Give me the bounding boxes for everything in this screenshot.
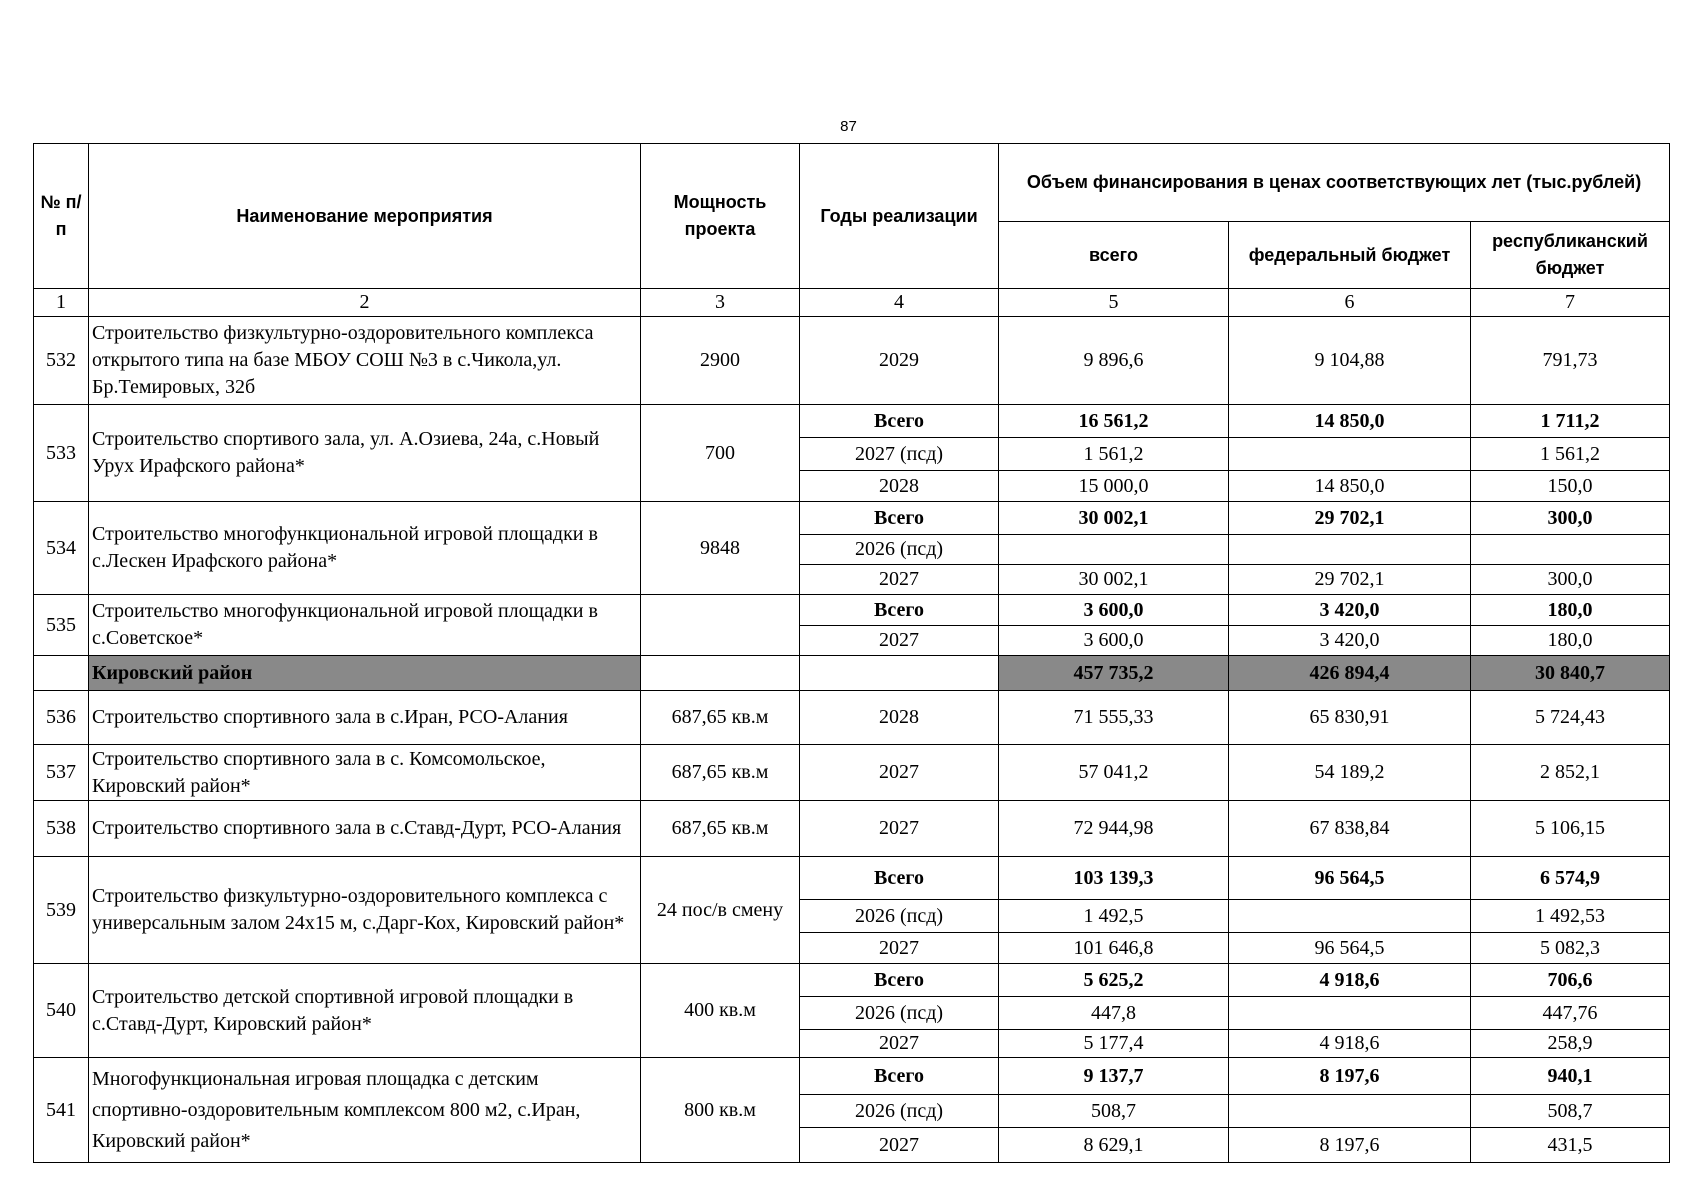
row-republic: 508,7 bbox=[1471, 1095, 1670, 1128]
row-year: 2027 bbox=[800, 565, 999, 595]
row-number: 537 bbox=[34, 745, 89, 801]
table-row bbox=[34, 964, 1670, 997]
row-total: 5 177,4 bbox=[999, 1030, 1229, 1058]
row-total: 15 000,0 bbox=[999, 471, 1229, 502]
row-republic: 2 852,1 bbox=[1471, 745, 1670, 801]
row-year: 2026 (псд) bbox=[800, 535, 999, 565]
row-year: 2027 bbox=[800, 745, 999, 801]
column-number: 1 bbox=[34, 289, 89, 317]
funding-table bbox=[33, 143, 1670, 1163]
row-number: 539 bbox=[34, 857, 89, 964]
row-federal: 3 420,0 bbox=[1229, 626, 1471, 656]
row-year: Всего bbox=[800, 405, 999, 438]
row-republic: 258,9 bbox=[1471, 1030, 1670, 1058]
row-year: 2026 (псд) bbox=[800, 900, 999, 933]
row-year: Всего bbox=[800, 595, 999, 626]
row-federal bbox=[1229, 438, 1471, 471]
row-republic: 300,0 bbox=[1471, 502, 1670, 535]
row-total: 3 600,0 bbox=[999, 626, 1229, 656]
row-number: 532 bbox=[34, 317, 89, 405]
row-capacity: 687,65 кв.м bbox=[641, 801, 800, 857]
row-total: 8 629,1 bbox=[999, 1128, 1229, 1163]
row-year: 2028 bbox=[800, 471, 999, 502]
row-total: 101 646,8 bbox=[999, 933, 1229, 964]
row-republic: 180,0 bbox=[1471, 595, 1670, 626]
row-federal: 3 420,0 bbox=[1229, 595, 1471, 626]
row-federal: 96 564,5 bbox=[1229, 857, 1471, 900]
region-total: 457 735,2 bbox=[999, 656, 1229, 691]
header-total: всего bbox=[999, 222, 1229, 289]
row-total: 103 139,3 bbox=[999, 857, 1229, 900]
row-republic: 6 574,9 bbox=[1471, 857, 1670, 900]
row-federal: 29 702,1 bbox=[1229, 502, 1471, 535]
row-total: 1 561,2 bbox=[999, 438, 1229, 471]
row-capacity: 700 bbox=[641, 405, 800, 502]
row-capacity: 400 кв.м bbox=[641, 964, 800, 1058]
row-republic bbox=[1471, 535, 1670, 565]
region-subtotal-row bbox=[34, 656, 1670, 691]
row-capacity: 687,65 кв.м bbox=[641, 745, 800, 801]
row-name: Многофункциональная игровая площадка с детским спортивно-оздоровительным комплексом 800 м2, с.Иран, Кировский район* bbox=[89, 1058, 641, 1163]
row-name: Строительство физкультурно-оздоровительного комплекса с универсальным залом 24х15 м, с.Дарг-Кох, Кировский район* bbox=[89, 857, 641, 964]
row-capacity: 800 кв.м bbox=[641, 1058, 800, 1163]
row-year: Всего bbox=[800, 964, 999, 997]
table-row bbox=[34, 1058, 1670, 1095]
table-row bbox=[34, 317, 1670, 405]
row-federal: 8 197,6 bbox=[1229, 1058, 1471, 1095]
row-republic: 706,6 bbox=[1471, 964, 1670, 997]
row-total bbox=[999, 535, 1229, 565]
row-year: 2027 bbox=[800, 1128, 999, 1163]
row-republic: 940,1 bbox=[1471, 1058, 1670, 1095]
row-total: 30 002,1 bbox=[999, 502, 1229, 535]
table-row bbox=[34, 745, 1670, 801]
region-republic: 30 840,7 bbox=[1471, 656, 1670, 691]
header-republic: республиканский бюджет bbox=[1471, 222, 1670, 289]
region-federal: 426 894,4 bbox=[1229, 656, 1471, 691]
table-row bbox=[34, 691, 1670, 745]
row-number: 535 bbox=[34, 595, 89, 656]
column-number: 6 bbox=[1229, 289, 1471, 317]
row-total: 9 137,7 bbox=[999, 1058, 1229, 1095]
row-federal bbox=[1229, 900, 1471, 933]
row-total: 30 002,1 bbox=[999, 565, 1229, 595]
header-years: Годы реализации bbox=[800, 144, 999, 289]
row-federal: 54 189,2 bbox=[1229, 745, 1471, 801]
row-total: 447,8 bbox=[999, 997, 1229, 1030]
row-federal: 9 104,88 bbox=[1229, 317, 1471, 405]
table-row bbox=[34, 405, 1670, 438]
table-row bbox=[34, 595, 1670, 626]
row-year: 2028 bbox=[800, 691, 999, 745]
row-year: 2026 (псд) bbox=[800, 1095, 999, 1128]
region-capacity-cell bbox=[641, 656, 800, 691]
row-year: 2027 bbox=[800, 801, 999, 857]
row-year: 2029 bbox=[800, 317, 999, 405]
row-capacity: 24 пос/в смену bbox=[641, 857, 800, 964]
region-name: Кировский район bbox=[89, 656, 641, 691]
row-republic: 1 561,2 bbox=[1471, 438, 1670, 471]
row-republic: 300,0 bbox=[1471, 565, 1670, 595]
row-federal: 29 702,1 bbox=[1229, 565, 1471, 595]
row-year: 2027 bbox=[800, 626, 999, 656]
row-federal: 14 850,0 bbox=[1229, 471, 1471, 502]
row-federal bbox=[1229, 535, 1471, 565]
row-year: Всего bbox=[800, 1058, 999, 1095]
row-year: 2027 (псд) bbox=[800, 438, 999, 471]
row-name: Строительство спортивого зала, ул. А.Озиева, 24а, с.Новый Урух Ирафского района* bbox=[89, 405, 641, 502]
region-year-cell bbox=[800, 656, 999, 691]
row-republic: 431,5 bbox=[1471, 1128, 1670, 1163]
row-number: 541 bbox=[34, 1058, 89, 1163]
row-federal: 14 850,0 bbox=[1229, 405, 1471, 438]
row-capacity: 687,65 кв.м bbox=[641, 691, 800, 745]
row-total: 5 625,2 bbox=[999, 964, 1229, 997]
row-republic: 5 106,15 bbox=[1471, 801, 1670, 857]
row-total: 9 896,6 bbox=[999, 317, 1229, 405]
row-republic: 5 082,3 bbox=[1471, 933, 1670, 964]
row-republic: 447,76 bbox=[1471, 997, 1670, 1030]
row-name: Строительство спортивного зала в с.Ставд-Дурт, РСО-Алания bbox=[89, 801, 641, 857]
column-number: 7 bbox=[1471, 289, 1670, 317]
row-name: Строительство детской спортивной игровой площадки в с.Ставд-Дурт, Кировский район* bbox=[89, 964, 641, 1058]
row-year: 2026 (псд) bbox=[800, 997, 999, 1030]
row-year: 2027 bbox=[800, 933, 999, 964]
header-funding: Объем финансирования в ценах соответствующих лет (тыс.рублей) bbox=[999, 144, 1670, 222]
column-number: 3 bbox=[641, 289, 800, 317]
row-name: Строительство спортивного зала в с. Комсомольское, Кировский район* bbox=[89, 745, 641, 801]
row-name: Строительство спортивного зала в с.Иран, РСО-Алания bbox=[89, 691, 641, 745]
row-number: 540 bbox=[34, 964, 89, 1058]
row-total: 57 041,2 bbox=[999, 745, 1229, 801]
row-number: 533 bbox=[34, 405, 89, 502]
row-capacity: 9848 bbox=[641, 502, 800, 595]
row-federal: 65 830,91 bbox=[1229, 691, 1471, 745]
row-total: 72 944,98 bbox=[999, 801, 1229, 857]
row-number: 534 bbox=[34, 502, 89, 595]
row-capacity: 2900 bbox=[641, 317, 800, 405]
row-total: 71 555,33 bbox=[999, 691, 1229, 745]
row-year: Всего bbox=[800, 502, 999, 535]
row-year: 2027 bbox=[800, 1030, 999, 1058]
row-total: 1 492,5 bbox=[999, 900, 1229, 933]
row-federal bbox=[1229, 1095, 1471, 1128]
row-name: Строительство многофункциональной игровой площадки в с.Лескен Ирафского района* bbox=[89, 502, 641, 595]
row-total: 508,7 bbox=[999, 1095, 1229, 1128]
column-number: 5 bbox=[999, 289, 1229, 317]
row-republic: 791,73 bbox=[1471, 317, 1670, 405]
row-federal: 8 197,6 bbox=[1229, 1128, 1471, 1163]
row-number: 538 bbox=[34, 801, 89, 857]
header-federal: федеральный бюджет bbox=[1229, 222, 1471, 289]
column-number: 2 bbox=[89, 289, 641, 317]
row-total: 16 561,2 bbox=[999, 405, 1229, 438]
row-name: Строительство физкультурно-оздоровительного комплекса открытого типа на базе МБОУ СОШ №3 в с.Чикола,ул. Бр.Темировых, 32б bbox=[89, 317, 641, 405]
table-row bbox=[34, 502, 1670, 535]
row-name: Строительство многофункциональной игровой площадки в с.Советское* bbox=[89, 595, 641, 656]
row-republic: 5 724,43 bbox=[1471, 691, 1670, 745]
row-republic: 1 492,53 bbox=[1471, 900, 1670, 933]
header-capacity: Мощность проекта bbox=[641, 144, 800, 289]
column-number: 4 bbox=[800, 289, 999, 317]
header-num: № п/п bbox=[34, 144, 89, 289]
region-num-cell bbox=[34, 656, 89, 691]
row-federal: 96 564,5 bbox=[1229, 933, 1471, 964]
row-capacity bbox=[641, 595, 800, 656]
table-row bbox=[34, 801, 1670, 857]
row-federal bbox=[1229, 997, 1471, 1030]
row-federal: 4 918,6 bbox=[1229, 1030, 1471, 1058]
page-number: 87 bbox=[840, 118, 857, 135]
row-number: 536 bbox=[34, 691, 89, 745]
row-federal: 67 838,84 bbox=[1229, 801, 1471, 857]
row-total: 3 600,0 bbox=[999, 595, 1229, 626]
row-republic: 1 711,2 bbox=[1471, 405, 1670, 438]
header-name: Наименование мероприятия bbox=[89, 144, 641, 289]
row-republic: 150,0 bbox=[1471, 471, 1670, 502]
table-row bbox=[34, 857, 1670, 900]
row-republic: 180,0 bbox=[1471, 626, 1670, 656]
row-year: Всего bbox=[800, 857, 999, 900]
row-federal: 4 918,6 bbox=[1229, 964, 1471, 997]
